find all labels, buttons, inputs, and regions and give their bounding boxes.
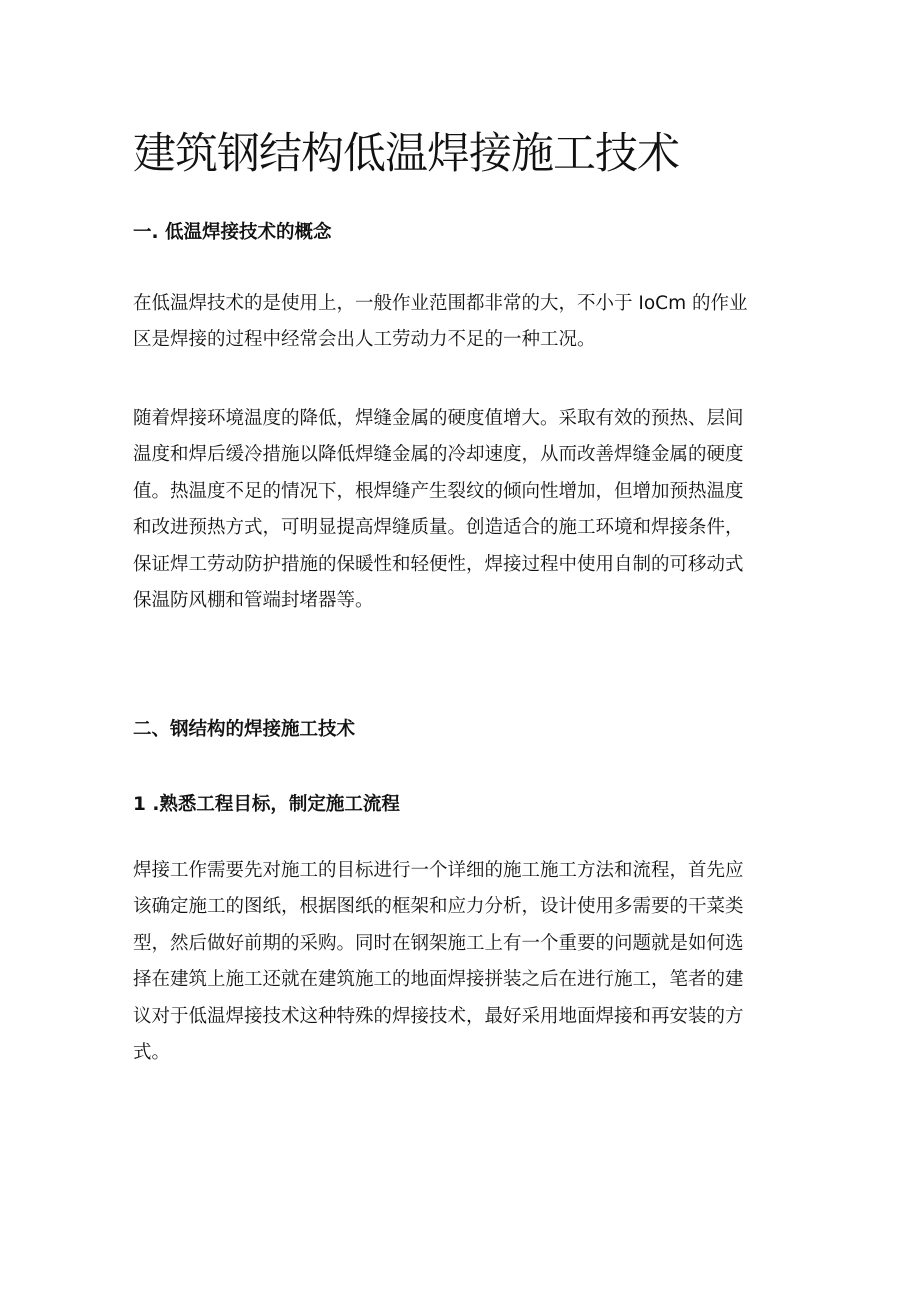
text-line: 温度和焊后缓冷措施以降低焊缝金属的冷却速度，从而改善焊缝金属的硬度 xyxy=(133,444,744,466)
section-1-heading: 一. 低温焊接技术的概念 xyxy=(133,222,332,243)
section-1-paragraph-1 xyxy=(133,286,803,359)
text-line: 该确定施工的图纸，根据图纸的框架和应力分析，设计使用多需要的干菜类 xyxy=(133,896,744,918)
text-line: 型，然后做好前期的采购。同时在钢架施工上有一个重要的问题就是如何选 xyxy=(133,932,744,954)
text-line: 区是焊接的过程中经常会出人工劳动力不足的一种工况。 xyxy=(133,329,596,351)
subsection-1-heading: 1 .熟悉工程目标，制定施工流程 xyxy=(133,794,400,815)
text-line: 值。热温度不足的情况下，根焊缝产生裂纹的倾向性增加，但增加预热温度 xyxy=(133,480,744,502)
text-line: 择在建筑上施工还就在建筑施工的地面焊接拼装之后在进行施工，笔者的建 xyxy=(133,969,744,991)
text-line: 焊接工作需要先对施工的目标进行一个详细的施工施工方法和流程，首先应 xyxy=(133,860,744,881)
text-line: 议对于低温焊接技术这种特殊的焊接技术，最好采用地面焊接和再安装的方 xyxy=(133,1005,744,1027)
text-line: 和改进预热方式，可明显提高焊缝质量。创造适合的施工环境和焊接条件， xyxy=(133,517,744,539)
text-line: 保温防风棚和管端封堵器等。 xyxy=(133,590,374,612)
document-title: 建筑钢结构低温焊接施工技术 xyxy=(133,129,679,179)
section-1-paragraph-2 xyxy=(133,401,803,619)
text-line: 在低温焊技术的是使用上，一般作业范围都非常的大，不小于 IoCm 的作业 xyxy=(133,293,748,314)
text-line: 保证焊工劳动防护措施的保暖性和轻便性，焊接过程中使用自制的可移动式 xyxy=(133,553,744,575)
text-line: 式。 xyxy=(133,1042,171,1064)
subsection-1-paragraph-1 xyxy=(133,853,803,1071)
section-2-heading: 二、钢结构的焊接施工技术 xyxy=(133,719,356,740)
text-line: 随着焊接环境温度的降低，焊缝金属的硬度值增大。采取有效的预热、层间 xyxy=(133,408,744,429)
